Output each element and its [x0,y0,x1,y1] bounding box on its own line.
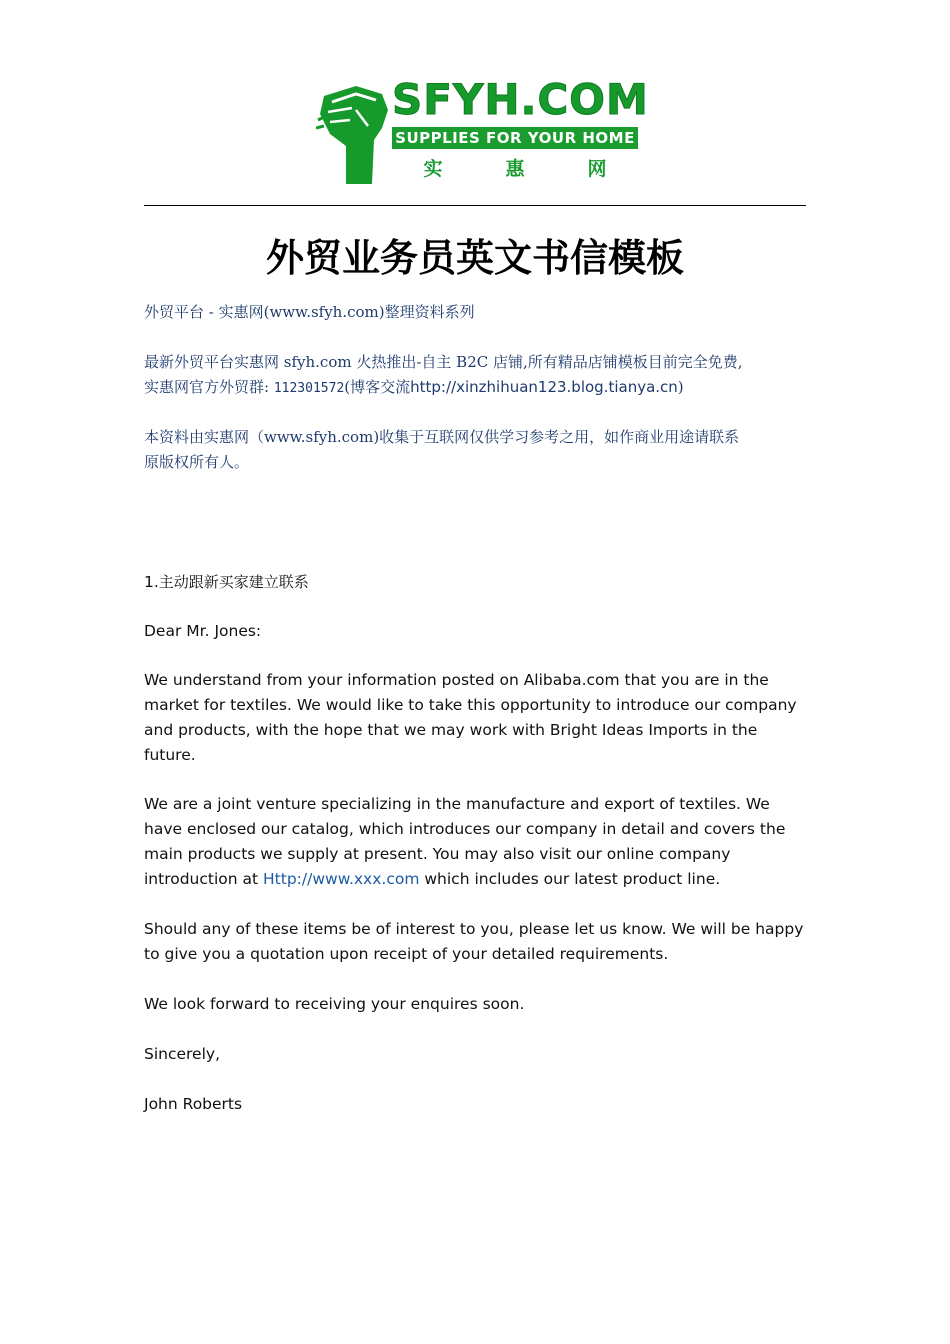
letter-paragraph-4: We look forward to receiving your enquires soon. [144,995,525,1013]
section-heading [144,569,806,595]
logo-chinese [392,154,638,181]
letter-closing: Sincerely, [144,1045,221,1063]
company-link[interactable]: Http://www.xxx.com [263,870,420,888]
para2-text: We are a joint venture specializing in the manufacture and export of textiles. We have enclosed our catalog, which introduces our company in detail and covers the main products we supply at present. You may also visit our online company introduction at [144,795,786,888]
letter-paragraph-2 [144,792,806,892]
intro-line-3 [144,375,806,401]
intro-line-2: 最新外贸平台实惠网 sfyh.com 火热推出-自主 B2C 店铺,所有精品店铺模板目前完全免费, [144,353,743,371]
letter-greeting: Dear Mr. Jones: [144,622,262,640]
logo-cn-char: 网 [587,158,607,180]
para2-text-end: which includes our latest product line. [419,870,721,888]
intro-paragraph-3 [144,425,806,475]
logo-brand: SFYH.COM [392,75,649,124]
intro-line-4: 本资料由实惠网（www.sfyh.com)收集于互联网仅供学习参考之用，如作商业用途请联系 [144,428,740,446]
letter-signature: John Roberts [144,1095,243,1113]
group-number: 112301572 [273,381,345,396]
blog-label: (博客交流 [344,378,411,396]
logo-cn-char: 实 [423,158,443,180]
section-number: 1. [144,573,159,591]
logo-cn-char: 惠 [505,158,525,180]
section-title: 主动跟新买家建立联系 [158,573,309,591]
raised-fist-icon [316,80,394,184]
blog-close: ) [677,378,684,396]
intro-line-5: 原版权所有人。 [144,453,250,471]
group-label: 实惠网官方外贸群: [144,378,274,396]
logo-tagline: SUPPLIES FOR YOUR HOME [392,127,638,149]
sfyh-logo [316,72,649,184]
intro-paragraph-2 [144,350,806,401]
header-divider [144,205,806,206]
page-title: 外贸业务员英文书信模板 [265,236,684,280]
letter-paragraph-3: Should any of these items be of interest to you, please let us know. We will be happy to give you a quotation upon receipt of your detailed requirements. [144,920,804,963]
blog-link[interactable]: http://xinzhihuan123.blog.tianya.cn [410,378,678,396]
intro-line-1: 外贸平台 - 实惠网(www.sfyh.com)整理资料系列 [144,303,475,321]
letter-paragraph-1: We understand from your information posted on Alibaba.com that you are in the market for textiles. We would like to take this opportunity to introduce our company and products, with the hope that we may work with Bright Ideas Imports in the future. [144,671,797,764]
